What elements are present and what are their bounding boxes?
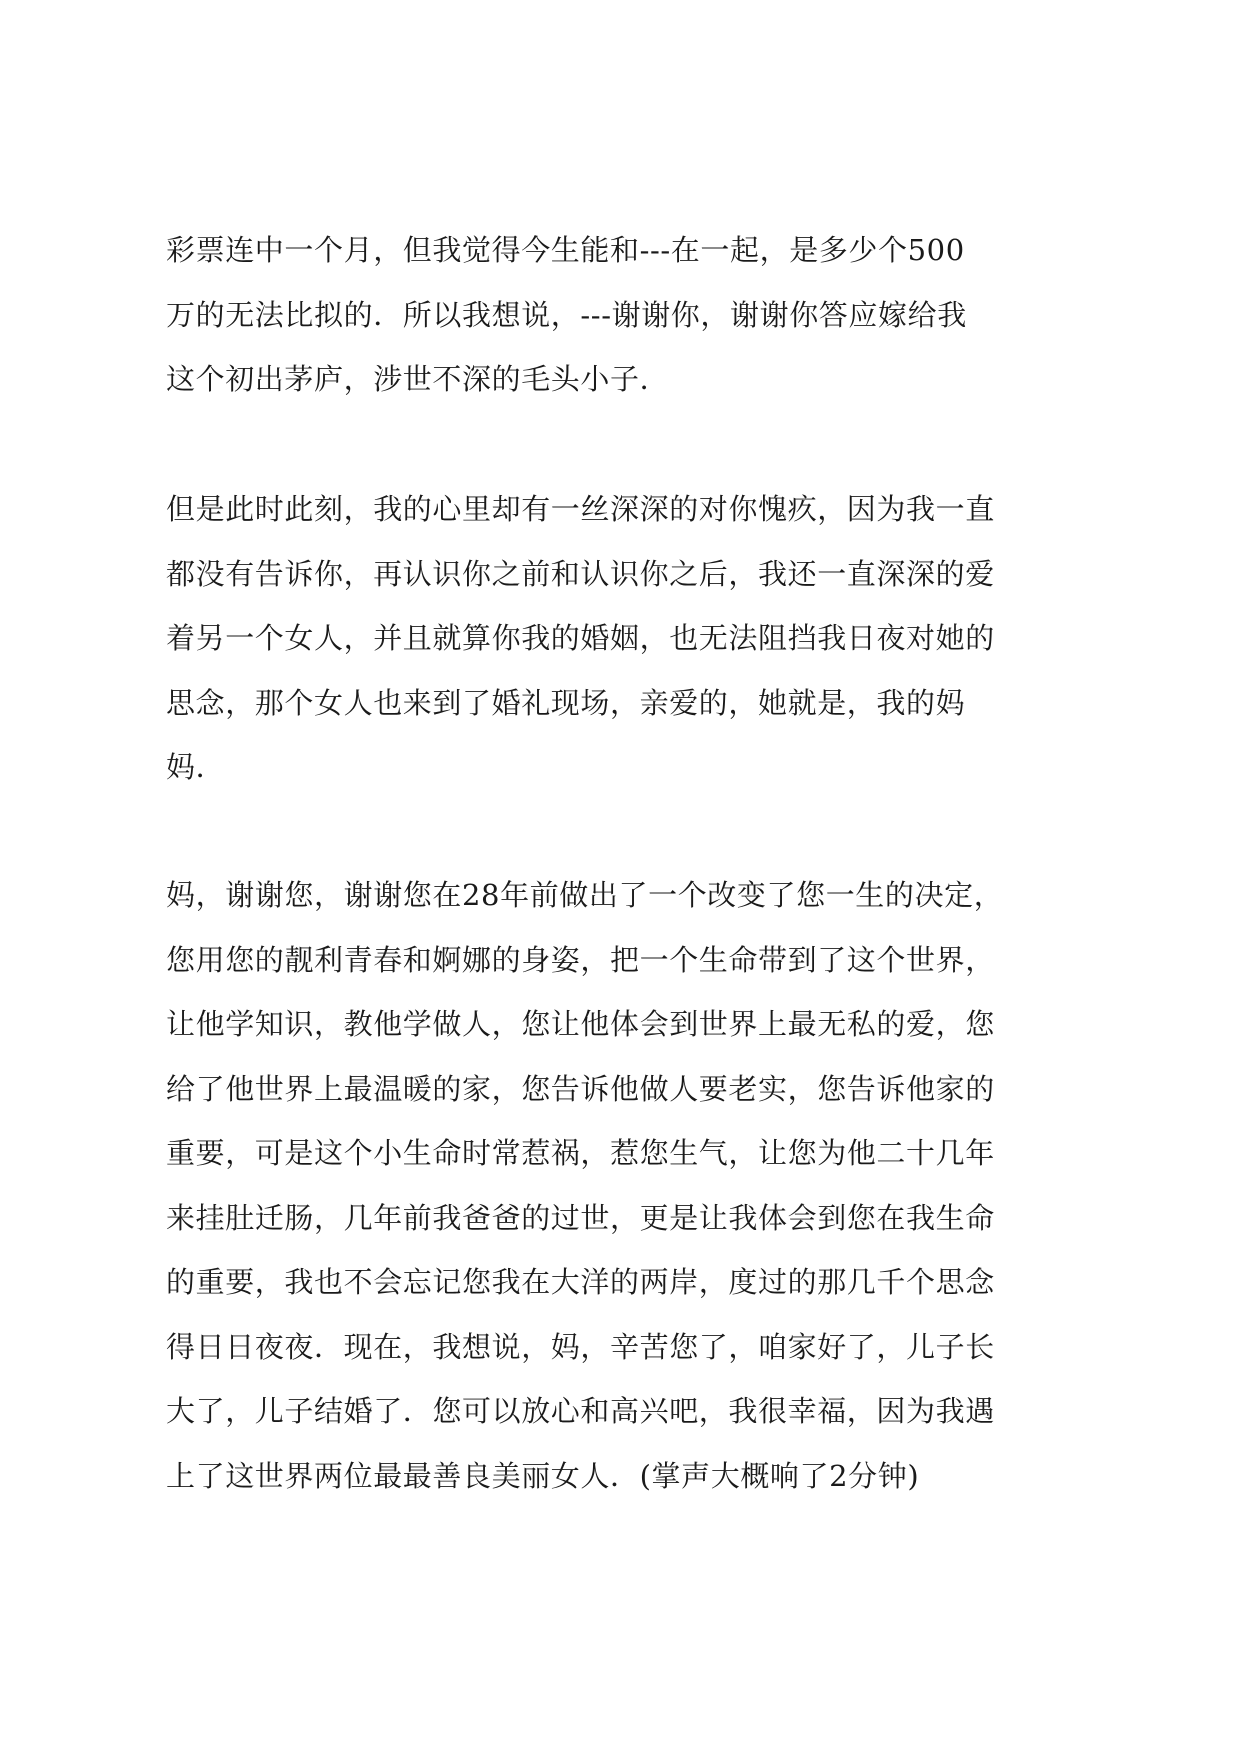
paragraph-another-woman: 但是此时此刻，我的心里却有一丝深深的对你愧疚，因为我一直 都没有告诉你，再认识你之前和认识你之后，我还一直深深的爱 着另一个女人，并且就算你我的婚姻，也无法阻挡我日夜对她的 思念，那个女人也来到了婚礼现场，亲爱的，她就是，我的妈 妈． <box>166 492 995 784</box>
paragraph-lottery-gratitude: 彩票连中一个月，但我觉得今生能和---在一起，是多少个500 万的无法比拟的．所以我想说，---谢谢你，谢谢你答应嫁给我 这个初出茅庐，涉世不深的毛头小子． <box>166 233 967 396</box>
paragraph-thanks-mother: 妈，谢谢您，谢谢您在28年前做出了一个改变了您一生的决定， 您用您的靓利青春和婀娜的身姿，把一个生命带到了这个世界， 让他学知识，教他学做人，您让他体会到世界上最无私的爱，您 给了他世界上最温暖的家，您告诉他做人要老实，您告诉他家的 重要，可是这个小生命时常惹祸，惹您生气，让您为他二十几年 来挂肚迁肠，几年前我爸爸的过世，更是让我体会到您在我生命 的重要，我也不会忘记您我在大洋的两岸，度过的那几千个思念 得日日夜夜．现在，我想说，妈，辛苦您了，咱家好了，儿子长 大了，儿子结婚了．您可以放心和高兴吧，我很幸福，因为我遇 上了这世界两位最最善良美丽女人．(掌声大概响了2分钟) <box>166 878 1004 1493</box>
